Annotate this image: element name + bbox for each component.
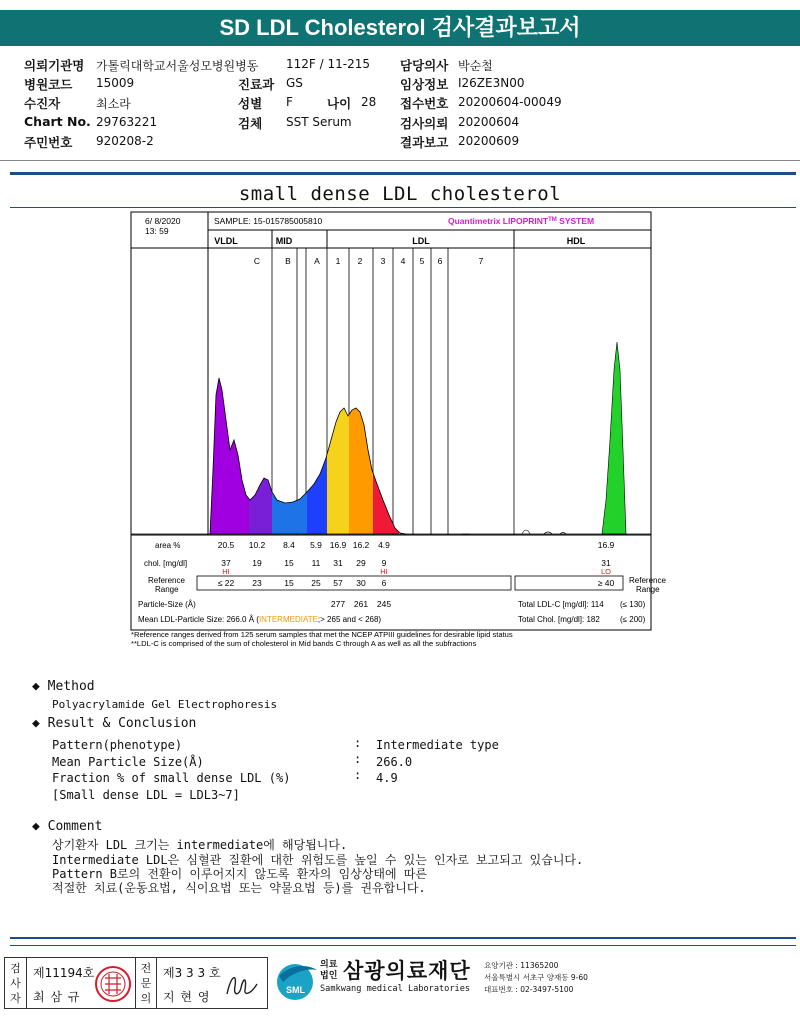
tester-label-char: 자 bbox=[10, 992, 21, 1005]
comment-line: Pattern B로의 전환이 이루어지지 않도록 환자의 임상상태에 따른 bbox=[52, 867, 427, 881]
info-label: 결과보고 bbox=[400, 135, 449, 150]
reference-value: ≥ 40 bbox=[597, 578, 615, 588]
reviewer-label-char: 의 bbox=[140, 992, 152, 1005]
org-name: 삼광의료재단 bbox=[343, 959, 471, 983]
info-value: 박순철 bbox=[458, 59, 493, 73]
reference-value: ≤ 22 bbox=[217, 578, 235, 588]
chart-frame bbox=[131, 212, 651, 630]
chol-value: 29 bbox=[356, 558, 366, 568]
result-key: [Small dense LDL = LDL3~7] bbox=[52, 788, 240, 802]
dept-value: GS bbox=[286, 76, 303, 90]
chol-value: 31 bbox=[333, 558, 343, 568]
ward-value: 112F / 11-215 bbox=[286, 57, 370, 71]
brand-tm: TM bbox=[548, 217, 557, 223]
info-value: 20200604 bbox=[458, 115, 520, 129]
result-key: Pattern(phenotype) bbox=[52, 738, 183, 752]
row-label: Range bbox=[636, 585, 660, 594]
flag-value: LO bbox=[600, 567, 612, 576]
report-title: SD LDL Cholesterol 검사결과보고서 bbox=[0, 10, 800, 46]
method-text: Polyacrylamide Gel Electrophoresis bbox=[52, 698, 278, 711]
flag-value: HI bbox=[222, 567, 230, 576]
total-chol-ref: (≤ 200) bbox=[620, 615, 646, 624]
particle-size-value: 277 bbox=[330, 599, 346, 609]
org-address-line: 요양기관 : 11365200 bbox=[484, 961, 559, 970]
seal-stamp bbox=[93, 964, 133, 1004]
area-value: 5.9 bbox=[310, 540, 322, 550]
reviewer-label-char: 전 bbox=[140, 962, 152, 975]
area-value: 16.9 bbox=[329, 540, 347, 550]
group-label: MID bbox=[275, 236, 293, 246]
info-value: 20200604-00049 bbox=[458, 95, 562, 109]
total-chol: Total Chol. [mg/dl]: 182 bbox=[518, 615, 600, 624]
reviewer-license: 제3 3 3 호 bbox=[163, 966, 221, 980]
info-label: 의뢰기관명 bbox=[24, 58, 85, 73]
reviewer-name: 지 현 영 bbox=[163, 990, 211, 1004]
org-address-line: 대표번호 : 02-3497-5100 bbox=[484, 985, 574, 994]
chart-time: 13: 59 bbox=[145, 226, 169, 236]
info-label: 접수번호 bbox=[400, 96, 449, 111]
info-label: 임상정보 bbox=[400, 77, 449, 92]
sex-value: F bbox=[286, 95, 293, 109]
info-label: 검사의뢰 bbox=[400, 116, 449, 131]
logo-text: SML bbox=[286, 985, 305, 995]
result-heading-text: Result & Conclusion bbox=[47, 716, 197, 731]
tester-name: 최 삼 규 bbox=[33, 990, 81, 1004]
reviewer-label-char: 문 bbox=[140, 977, 152, 990]
reference-value: 6 bbox=[381, 578, 387, 588]
comment-line: 상기환자 LDL 크기는 intermediate에 해당됩니다. bbox=[52, 838, 348, 852]
chol-value: 37 bbox=[221, 558, 231, 568]
info-label: 주민번호 bbox=[24, 135, 73, 150]
age-value: 28 bbox=[361, 95, 377, 109]
band-label: B bbox=[285, 256, 291, 266]
reference-value: 23 bbox=[252, 578, 262, 588]
tester-license: 제11194호 bbox=[33, 966, 95, 980]
info-value: 920208-2 bbox=[96, 134, 154, 148]
comment-heading bbox=[32, 819, 102, 834]
result-value: 266.0 bbox=[376, 755, 413, 769]
row-label: Reference bbox=[629, 576, 666, 585]
signature bbox=[223, 966, 263, 1002]
band-label: 4 bbox=[400, 256, 406, 266]
age-label: 나이 bbox=[327, 96, 352, 111]
method-heading-text: Method bbox=[47, 679, 95, 694]
mean-type: INTERMEDIATE bbox=[258, 615, 318, 624]
chol-value: 31 bbox=[601, 558, 611, 568]
chol-value: 19 bbox=[252, 558, 262, 568]
chol-value: 9 bbox=[381, 558, 387, 568]
particle-size-value: 245 bbox=[376, 599, 392, 609]
chart-sample: SAMPLE: 15-015785005810 bbox=[214, 216, 323, 226]
reference-value: 15 bbox=[284, 578, 294, 588]
group-label: HDL bbox=[566, 236, 586, 246]
area-value: 20.5 bbox=[217, 540, 235, 550]
reference-value: 25 bbox=[311, 578, 321, 588]
info-value: I26ZE3N00 bbox=[458, 76, 525, 90]
area-value: 4.9 bbox=[378, 540, 390, 550]
info-label: 담당의사 bbox=[400, 58, 449, 73]
total-ldl: Total LDL-C [mg/dl]: 114 bbox=[518, 600, 604, 609]
org-address bbox=[484, 960, 588, 996]
band-label: 7 bbox=[478, 256, 484, 266]
specimen-label: 검체 bbox=[238, 116, 263, 131]
chart-date: 6/ 8/2020 bbox=[145, 216, 181, 226]
chol-value: 15 bbox=[284, 558, 294, 568]
info-value: 15009 bbox=[96, 76, 135, 90]
org-prefix bbox=[320, 960, 337, 982]
reference-value: 30 bbox=[356, 578, 366, 588]
comment-line: Intermediate LDL은 심혈관 질환에 대한 위험도를 높일 수 있는 인자로 보고되고 있습니다. bbox=[52, 853, 584, 867]
comment-line: 적절한 치료(운동요법, 식이요법 또는 약물요법 등)를 권유합니다. bbox=[52, 881, 426, 895]
total-ldl-ref: (≤ 130) bbox=[620, 600, 646, 609]
result-key: Fraction % of small dense LDL (%) bbox=[52, 771, 291, 785]
row-label: Range bbox=[155, 585, 179, 594]
chart-title: small dense LDL cholesterol bbox=[238, 183, 562, 205]
tester-label bbox=[5, 958, 27, 1008]
diamond-icon: ◆ bbox=[32, 716, 40, 731]
org-prefix-2: 법인 bbox=[320, 971, 338, 981]
band-label: 1 bbox=[335, 256, 341, 266]
result-key: Mean Particle Size(Å) bbox=[52, 755, 204, 769]
info-value: 가톨릭대학교서울성모병원병동 bbox=[96, 59, 259, 73]
info-value: 29763221 bbox=[96, 115, 158, 129]
result-colon: : bbox=[354, 768, 362, 782]
dept-label: 진료과 bbox=[238, 77, 275, 92]
diamond-icon: ◆ bbox=[32, 819, 40, 834]
result-value: 4.9 bbox=[376, 771, 398, 785]
mean-suffix: ;> 265 and < 268) bbox=[317, 615, 382, 624]
brand-sys: SYSTEM bbox=[556, 216, 595, 226]
result-value: Intermediate type bbox=[376, 738, 499, 752]
reviewer-label bbox=[135, 958, 157, 1008]
band-label: 2 bbox=[357, 256, 363, 266]
sml-logo-icon bbox=[273, 958, 321, 1004]
reference-value: 57 bbox=[333, 578, 343, 588]
result-heading bbox=[32, 716, 196, 731]
info-label: 병원코드 bbox=[24, 77, 73, 92]
row-label: Particle-Size (Å) bbox=[138, 600, 196, 609]
divider bbox=[10, 945, 796, 946]
mean-size-text bbox=[138, 615, 381, 624]
result-colon: : bbox=[354, 736, 362, 750]
info-value: 20200609 bbox=[458, 134, 520, 148]
band-label: 3 bbox=[380, 256, 386, 266]
row-label: chol. [mg/dl] bbox=[144, 559, 188, 568]
particle-size-value: 261 bbox=[353, 599, 369, 609]
result-colon: : bbox=[354, 752, 362, 766]
area-value: 16.2 bbox=[352, 540, 370, 550]
sex-label: 성별 bbox=[238, 96, 263, 111]
brand-main: Quantimetrix LIPOPRINT bbox=[448, 216, 549, 226]
info-label: Chart No. bbox=[24, 114, 91, 129]
area-value: 10.2 bbox=[248, 540, 266, 550]
band-label: C bbox=[253, 256, 261, 266]
diamond-icon: ◆ bbox=[32, 679, 40, 694]
org-prefix-1: 의료 bbox=[320, 960, 338, 970]
row-label: area % bbox=[155, 541, 181, 550]
specimen-value: SST Serum bbox=[286, 115, 352, 129]
tester-label-char: 검 bbox=[10, 962, 21, 975]
group-label: LDL bbox=[412, 236, 430, 246]
info-label: 수진자 bbox=[24, 96, 61, 111]
area-value: 8.4 bbox=[283, 540, 295, 550]
chart-brand bbox=[448, 216, 594, 226]
group-label: VLDL bbox=[214, 236, 238, 246]
band-label: 5 bbox=[419, 256, 425, 266]
org-english: Samkwang medical Laboratories bbox=[320, 984, 471, 994]
comment-heading-text: Comment bbox=[47, 819, 103, 834]
band-label: 6 bbox=[437, 256, 443, 266]
tester-label-char: 사 bbox=[10, 977, 21, 990]
info-value: 최소라 bbox=[96, 97, 131, 111]
footnote: *Reference ranges derived from 125 serum samples that met the NCEP ATPIII guidelines for desirable lipid status bbox=[131, 630, 513, 639]
chol-value: 11 bbox=[311, 558, 321, 568]
org-address-line: 서울특별시 서초구 양재동 9-60 bbox=[484, 973, 588, 982]
footnote: **LDL-C is comprised of the sum of cholesterol in Mid bands C through A as well as all the subfractions bbox=[131, 639, 477, 648]
signature-box bbox=[4, 957, 268, 1009]
area-value: 16.9 bbox=[597, 540, 615, 550]
mean-prefix: Mean LDL-Particle Size: 266.0 Å ( bbox=[138, 615, 259, 624]
method-heading bbox=[32, 679, 95, 694]
band-label: A bbox=[314, 256, 320, 266]
flag-value: HI bbox=[380, 567, 388, 576]
row-label: Reference bbox=[148, 576, 185, 585]
divider bbox=[10, 937, 796, 939]
